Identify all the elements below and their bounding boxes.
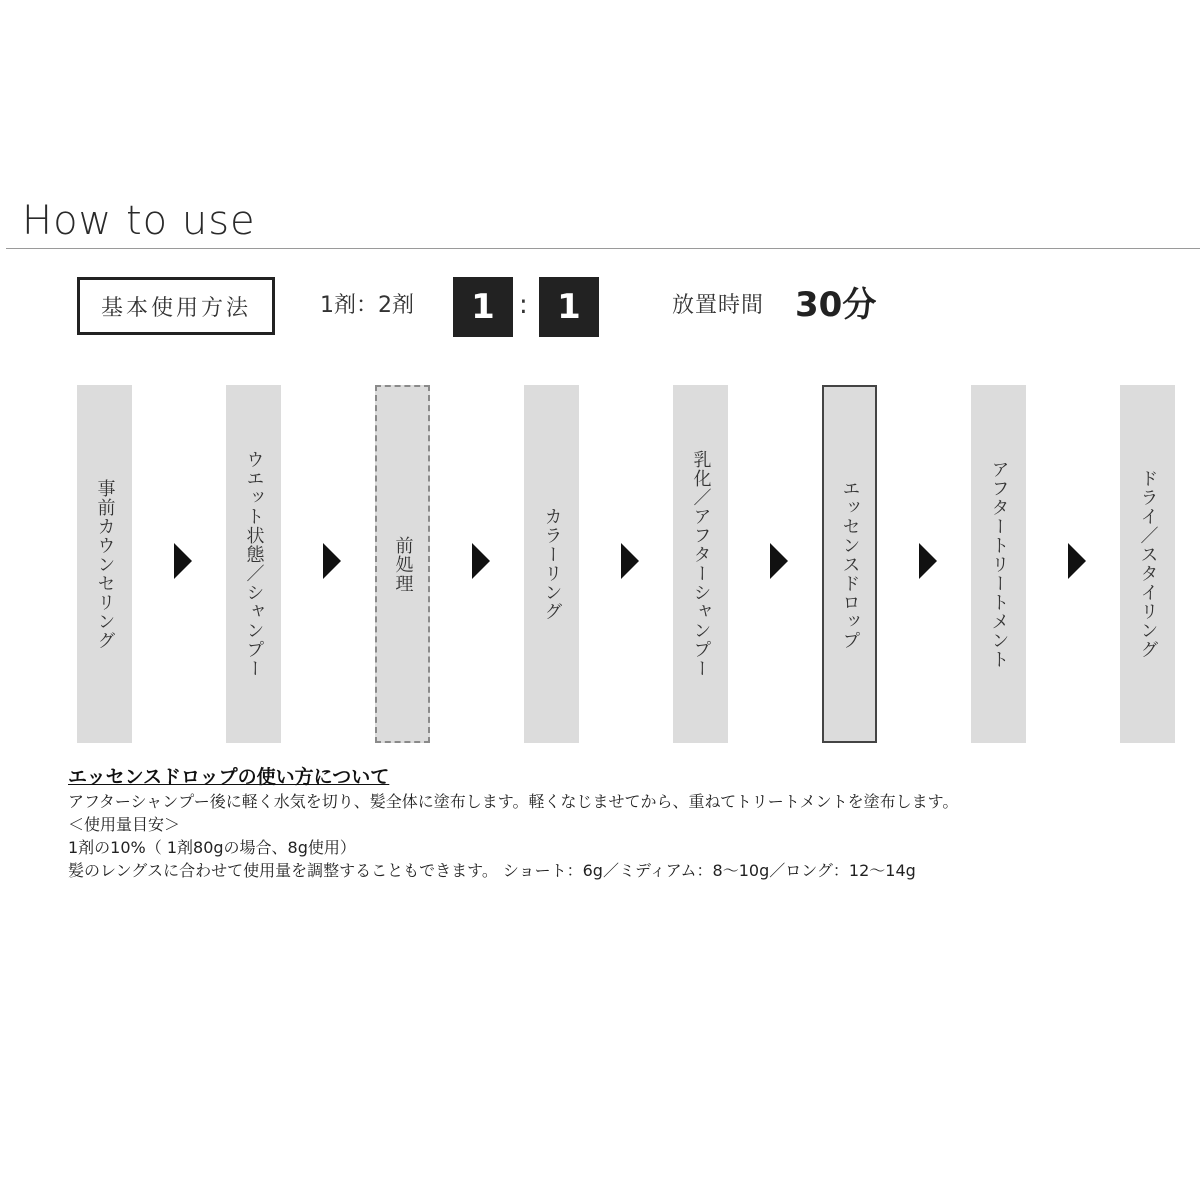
step-label: ドライ／スタイリング: [1137, 469, 1159, 659]
arrow-right-icon: [770, 543, 788, 579]
step-dry-styling: [1120, 385, 1175, 743]
arrow-right-icon: [174, 543, 192, 579]
arrow-right-icon: [323, 543, 341, 579]
step-pretreatment: [375, 385, 430, 743]
step-label: 前処理: [392, 535, 414, 593]
step-emulsify-aftershampoo: [673, 385, 728, 743]
step-label: アフタートリートメント: [988, 459, 1010, 669]
arrow-right-icon: [621, 543, 639, 579]
ratio-colon: :: [519, 290, 528, 320]
step-label: カラーリング: [541, 507, 563, 621]
step-label: ウエット状態／シャンプー: [243, 450, 265, 678]
arrow-right-icon: [472, 543, 490, 579]
ratio-right-value: 1: [539, 277, 599, 337]
step-after-treatment: [971, 385, 1026, 743]
step-pre-counseling: [77, 385, 132, 743]
usage-amount-text: 1剤の10%（ 1剤80gの場合、8g使用）: [68, 838, 356, 857]
step-wet-shampoo: [226, 385, 281, 743]
processing-time-label: 放置時間: [672, 293, 765, 318]
essence-usage-heading: エッセンスドロップの使い方について: [68, 766, 390, 788]
title-divider: [6, 248, 1200, 249]
step-coloring: [524, 385, 579, 743]
length-adjust-text: 髪のレングスに合わせて使用量を調整することもできます。 ショート：6g／ミディアム：8〜10g／ロング：12〜14g: [68, 861, 916, 880]
basic-usage-label: 基本使用方法: [77, 277, 275, 335]
step-label: エッセンスドロップ: [839, 478, 861, 650]
arrow-right-icon: [1068, 543, 1086, 579]
ratio-left-value: 1: [453, 277, 513, 337]
mix-ratio-label: 1剤：2剤: [320, 293, 414, 318]
step-label: 事前カウンセリング: [94, 478, 116, 650]
usage-guide-label: ＜使用量目安＞: [68, 815, 181, 834]
step-essence-drop: [822, 385, 877, 743]
step-label: 乳化／アフターシャンプー: [690, 450, 712, 678]
page-title: How to use: [22, 198, 256, 244]
arrow-right-icon: [919, 543, 937, 579]
processing-time-value: 30分: [795, 285, 877, 325]
essence-instruction-text: アフターシャンプー後に軽く水気を切り、髪全体に塗布します。軽くなじませてから、重ねてトリートメントを塗布します。: [68, 792, 959, 811]
